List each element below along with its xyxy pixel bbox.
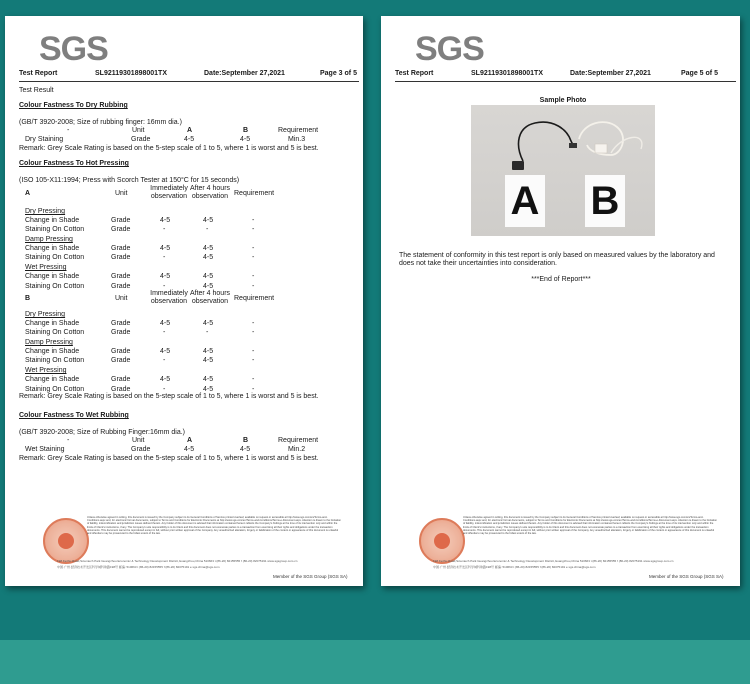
header-date: Date:September 27,2021: [570, 70, 651, 77]
hot-b-header-observation: observation: [150, 298, 188, 305]
hot-a-wet-change-unit: Grade: [111, 273, 131, 280]
hot-a-wet-staining-4h: 4-5: [203, 283, 214, 290]
sgs-logo: SGS: [39, 30, 108, 68]
hot-a-header-sample: A: [25, 190, 31, 197]
dry-remark: Remark: Grey Scale Rating is based on the 5-step scale of 1 to 5, where 1 is worst and 5 is best.: [19, 145, 319, 152]
test-result-label: Test Result: [19, 87, 54, 94]
hot-b-wet-staining: Staining On Cotton: [25, 386, 85, 393]
hot-a-damp-change-req: -: [252, 245, 255, 252]
hot-pressing-title: Colour Fastness To Hot Pressing: [19, 160, 129, 167]
hot-b-dry-change-req: -: [252, 320, 255, 327]
hot-b-damp-staining-imm: -: [163, 357, 166, 364]
header-label: Test Report: [395, 70, 434, 77]
hot-a-wet-change-4h: 4-5: [203, 273, 214, 280]
sgs-logo: SGS: [415, 30, 484, 68]
hot-b-wet-staining-4h: 4-5: [203, 386, 214, 393]
hot-b-header-after: After 4 hours: [189, 290, 231, 297]
wet-remark: Remark: Grey Scale Rating is based on the 5-step scale of 1 to 5, where 1 is worst and 5 is best.: [19, 455, 319, 462]
hot-a-header-requirement: Requirement: [234, 190, 275, 197]
wet-header-b: B: [243, 437, 249, 444]
hot-b-wet-staining-unit: Grade: [111, 386, 131, 393]
hot-b-dry-staining-4h: -: [206, 329, 209, 336]
hot-b-wet-change-req: -: [252, 376, 255, 383]
sample-photo: [471, 105, 655, 236]
hot-pressing-method: (ISO 105-X11:1994; Press with Scorch Tester at 150°C for 15 seconds): [19, 177, 240, 184]
background-band: [0, 640, 750, 684]
hot-b-dry-staining: Staining On Cotton: [25, 329, 85, 336]
official-seal: [43, 518, 89, 564]
address-line-en: 198 Kezhu Road,Scientech Park Guangzhou Economic & Technology Development District,Guangzhou,China 510663 t (86-20) 82155555 f (86-20) 82075191 www.sgsgroup.com.cn: [433, 559, 674, 563]
hot-b-header-unit: Unit: [115, 295, 128, 302]
hot-b-wet-change-4h: 4-5: [203, 376, 214, 383]
hot-a-dry-change-4h: 4-5: [203, 217, 214, 224]
sample-photo-title: Sample Photo: [539, 97, 587, 104]
dry-rubbing-method: (GB/T 3920-2008; Size of rubbing finger: 16mm dia.): [19, 119, 182, 126]
hot-b-dry-staining-unit: Grade: [111, 329, 131, 336]
hot-b-dry-staining-imm: -: [163, 329, 166, 336]
header-page-number: Page 5 of 5: [681, 70, 718, 77]
hot-b-dry-change-4h: 4-5: [203, 320, 214, 327]
report-page-5: [381, 16, 740, 586]
hot-remark: Remark: Grey Scale Rating is based on the 5-step scale of 1 to 5, where 1 is worst and 5 is best.: [19, 393, 319, 400]
hot-a-header-after: After 4 hours: [189, 185, 231, 192]
wet-row-name: Wet Staining: [25, 446, 65, 453]
hot-b-damp-staining-4h: 4-5: [203, 357, 214, 364]
hot-a-dry-pressing: Dry Pressing: [25, 208, 66, 215]
dry-row-b: 4-5: [240, 136, 251, 143]
hot-a-header-observation: observation: [150, 193, 188, 200]
hot-a-wet-pressing: Wet Pressing: [25, 264, 67, 271]
hot-b-header-immediately: Immediately: [150, 290, 188, 297]
hot-b-header-sample: B: [25, 295, 31, 302]
hot-b-dry-change-unit: Grade: [111, 320, 131, 327]
hot-a-dry-staining: Staining On Cotton: [25, 226, 85, 233]
hot-b-damp-change-4h: 4-5: [203, 348, 214, 355]
dry-header-unit: Unit: [132, 127, 145, 134]
hot-a-damp-staining-unit: Grade: [111, 254, 131, 261]
hot-b-wet-change-imm: 4-5: [160, 376, 171, 383]
official-seal: [419, 518, 465, 564]
member-text: Member of the SGS Group (SGS SA): [649, 574, 724, 579]
hot-b-wet-pressing: Wet Pressing: [25, 367, 67, 374]
hot-b-wet-change: Change in Shade: [25, 376, 80, 383]
hot-b-wet-staining-imm: -: [163, 386, 166, 393]
dry-row-requirement: Min.3: [288, 136, 306, 143]
wet-row-unit: Grade: [131, 446, 151, 453]
wet-header-requirement: Requirement: [278, 437, 319, 444]
hot-b-damp-staining-req: -: [252, 357, 255, 364]
conformity-statement: The statement of conformity in this test report is only based on measured values by the laboratory and does not take their uncertainties into consideration.: [399, 252, 715, 267]
disclaimer-text: Unless otherwise agreed in writing, this document is issued by the Company subject to its General Conditions of Service printed overleaf, available on request or accessible at http://www.sgs.com/en/Terms-and-Conditions.aspx and, for electronic format documents, subject to Terms and Conditions for Electronic Documents at http://www.sgs.com/en/Terms-and-Conditions/Terms-e-Document.aspx. Attention is drawn to the limitation of liability, indemnification and jurisdiction issues defined therein. Any holder of this document is advised that information contained hereon reflects the Company's findings at the time of its intervention only and within the limits of Client's instructions, if any. The Company's sole responsibility is to its Client and this document does not exonerate parties to a transaction from exercising all their rights and obligations under the transaction documents. This document cannot be reproduced except in full, without prior written approval of the Company. Any unauthorized alteration, forgery or falsification of the content or appearance of this document is unlawful and offenders may be prosecuted to the fullest extent of the law.: [87, 516, 341, 536]
hot-a-wet-change-imm: 4-5: [160, 273, 171, 280]
dry-row-unit: Grade: [131, 136, 151, 143]
header-date: Date:September 27,2021: [204, 70, 285, 77]
hot-a-damp-staining-imm: -: [163, 254, 166, 261]
hot-a-wet-change: Change in Shade: [25, 273, 80, 280]
header-label: Test Report: [19, 70, 58, 77]
wet-rubbing-method: (GB/T 3920-2008; Size of Rubbing Finger:16mm dia.): [19, 429, 186, 436]
hot-b-damp-change-unit: Grade: [111, 348, 131, 355]
dry-header-a: A: [187, 127, 193, 134]
dry-header-dash: -: [67, 127, 70, 134]
wet-header-dash: -: [67, 437, 70, 444]
hot-a-dry-staining-imm: -: [163, 226, 166, 233]
hot-b-dry-change: Change in Shade: [25, 320, 80, 327]
report-header: [19, 70, 359, 80]
hot-b-damp-change: Change in Shade: [25, 348, 80, 355]
disclaimer-text: Unless otherwise agreed in writing, this document is issued by the Company subject to its General Conditions of Service printed overleaf, available on request or accessible at http://www.sgs.com/en/Terms-and-Conditions.aspx and, for electronic format documents, subject to Terms and Conditions for Electronic Documents at http://www.sgs.com/en/Terms-and-Conditions/Terms-e-Document.aspx. Attention is drawn to the limitation of liability, indemnification and jurisdiction issues defined therein. Any holder of this document is advised that information contained hereon reflects the Company's findings at the time of its intervention only and within the limits of Client's instructions, if any. The Company's sole responsibility is to its Client and this document does not exonerate parties to a transaction from exercising all their rights and obligations under the transaction documents. This document cannot be reproduced except in full, without prior written approval of the Company. Any unauthorized alteration, forgery or falsification of the content or appearance of this document is unlawful and offenders may be prosecuted to the fullest extent of the law.: [463, 516, 717, 536]
hot-a-damp-staining: Staining On Cotton: [25, 254, 85, 261]
dry-header-b: B: [243, 127, 249, 134]
sample-card-a: A: [505, 175, 545, 227]
dry-header-requirement: Requirement: [278, 127, 319, 134]
wet-row-requirement: Min.2: [288, 446, 306, 453]
wet-row-b: 4-5: [240, 446, 251, 453]
wet-header-a: A: [187, 437, 193, 444]
report-header: [395, 70, 736, 80]
hot-b-dry-pressing: Dry Pressing: [25, 311, 66, 318]
hot-b-wet-change-unit: Grade: [111, 376, 131, 383]
hot-a-dry-change-req: -: [252, 217, 255, 224]
wet-header-unit: Unit: [132, 437, 145, 444]
cable-samples-illustration: [471, 105, 655, 236]
wet-rubbing-title: Colour Fastness To Wet Rubbing: [19, 412, 129, 419]
hot-a-dry-staining-unit: Grade: [111, 226, 131, 233]
report-page-3: [5, 16, 363, 586]
address-line-cn: 中国·广州·经济技术开发区科学城科珠路198号 邮编: 510663 t (86-20) 82155555 f (86-20) 82075191 e sgs.china@sgs.com: [57, 565, 220, 569]
hot-b-damp-change-imm: 4-5: [160, 348, 171, 355]
dry-row-name: Dry Staining: [25, 136, 64, 143]
hot-a-damp-change-unit: Grade: [111, 245, 131, 252]
hot-a-dry-staining-4h: -: [206, 226, 209, 233]
hot-a-wet-staining-req: -: [252, 283, 255, 290]
hot-b-damp-staining: Staining On Cotton: [25, 357, 85, 364]
hot-b-dry-staining-req: -: [252, 329, 255, 336]
header-report-number: SL92119301898001TX: [95, 70, 168, 77]
hot-a-header-observation2: observation: [191, 193, 229, 200]
sample-card-b: B: [585, 175, 625, 227]
header-divider: [395, 81, 736, 82]
hot-b-dry-change-imm: 4-5: [160, 320, 171, 327]
hot-a-wet-staining-imm: -: [163, 283, 166, 290]
hot-a-dry-change: Change in Shade: [25, 217, 80, 224]
hot-b-damp-change-req: -: [252, 348, 255, 355]
hot-b-header-observation2: observation: [191, 298, 229, 305]
hot-a-dry-change-imm: 4-5: [160, 217, 171, 224]
hot-a-damp-change-4h: 4-5: [203, 245, 214, 252]
hot-a-damp-pressing: Damp Pressing: [25, 236, 73, 243]
hot-a-damp-change-imm: 4-5: [160, 245, 171, 252]
hot-a-wet-staining: Staining On Cotton: [25, 283, 85, 290]
hot-b-wet-staining-req: -: [252, 386, 255, 393]
hot-b-damp-pressing: Damp Pressing: [25, 339, 73, 346]
dry-row-a: 4-5: [184, 136, 195, 143]
header-divider: [19, 81, 359, 82]
header-report-number: SL92119301898001TX: [471, 70, 544, 77]
hot-b-header-requirement: Requirement: [234, 295, 275, 302]
hot-a-wet-staining-unit: Grade: [111, 283, 131, 290]
hot-a-header-immediately: Immediately: [150, 185, 188, 192]
hot-b-damp-staining-unit: Grade: [111, 357, 131, 364]
address-line-cn: 中国·广州·经济技术开发区科学城科珠路198号 邮编: 510663 t (86-20) 82155555 f (86-20) 82075191 e sgs.china@sgs.com: [433, 565, 596, 569]
dry-rubbing-title: Colour Fastness To Dry Rubbing: [19, 102, 128, 109]
hot-a-dry-change-unit: Grade: [111, 217, 131, 224]
hot-a-wet-change-req: -: [252, 273, 255, 280]
header-page-number: Page 3 of 5: [320, 70, 357, 77]
end-of-report: ***End of Report***: [531, 276, 591, 283]
hot-a-header-unit: Unit: [115, 190, 128, 197]
hot-a-damp-staining-4h: 4-5: [203, 254, 214, 261]
wet-row-a: 4-5: [184, 446, 195, 453]
hot-a-damp-change: Change in Shade: [25, 245, 80, 252]
address-line-en: 198 Kezhu Road,Scientech Park Guangzhou Economic & Technology Development District,Guangzhou,China 510663 t (86-20) 82155555 f (86-20) 82075191 www.sgsgroup.com.cn: [57, 559, 298, 563]
hot-a-dry-staining-req: -: [252, 226, 255, 233]
hot-a-damp-staining-req: -: [252, 254, 255, 261]
member-text: Member of the SGS Group (SGS SA): [273, 574, 348, 579]
